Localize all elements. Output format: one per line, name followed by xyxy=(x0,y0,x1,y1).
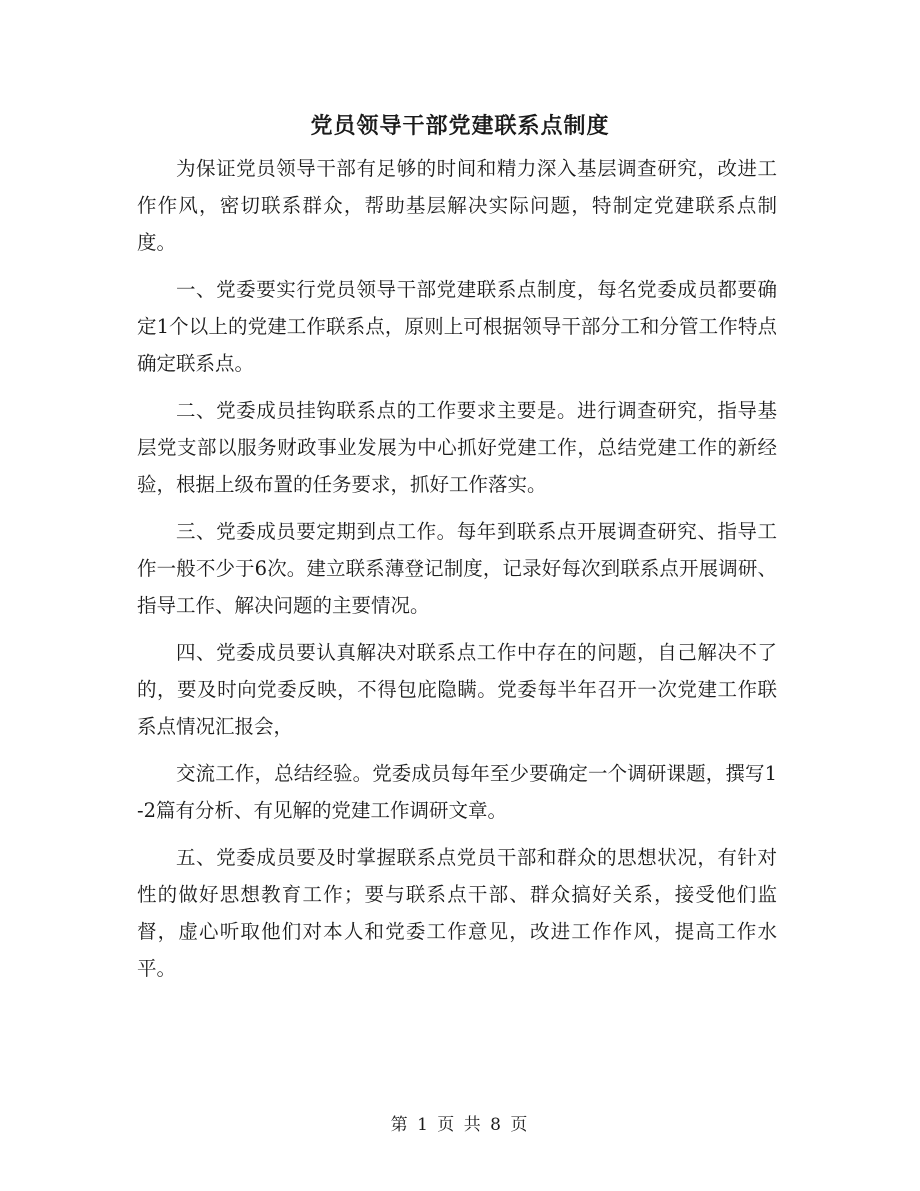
paragraph-item-3: 三、党委成员要定期到点工作。每年到联系点开展调查研究、指导工作一般不少于6次。建立联系薄登记制度，记录好每次到联系点开展调研、指导工作、解决问题的主要情况。 xyxy=(137,520,777,617)
page-label-mid: 页 共 xyxy=(437,1115,483,1135)
paragraph-item-1: 一、党委要实行党员领导干部党建联系点制度，每名党委成员都要确定1个以上的党建工作联系点，原则上可根据领导干部分工和分管工作特点确定联系点。 xyxy=(137,278,777,375)
paragraph-item-2: 二、党委成员挂钩联系点的工作要求主要是。进行调查研究，指导基层党支部以服务财政事业发展为中心抓好党建工作，总结党建工作的新经验，根据上级布置的任务要求，抓好工作落实。 xyxy=(137,399,777,496)
page-label-prefix: 第 xyxy=(390,1115,410,1135)
paragraph-intro: 为保证党员领导干部有足够的时间和精力深入基层调查研究，改进工作作风，密切联系群众，帮助基层解决实际问题，特制定党建联系点制度。 xyxy=(137,157,777,254)
page-number-footer xyxy=(0,1113,920,1137)
paragraph-item-5: 五、党委成员要及时掌握联系点党员干部和群众的思想状况，有针对性的做好思想教育工作；要与联系点干部、群众搞好关系，接受他们监督，虚心听取他们对本人和党委工作意见，改进工作作风，提高工作水平。 xyxy=(137,846,777,980)
page-label-suffix: 页 xyxy=(510,1115,530,1135)
current-page-number: 1 xyxy=(417,1115,430,1135)
paragraph-item-4-continued: 交流工作，总结经验。党委成员每年至少要确定一个调研课题，撰写1-2篇有分析、有见解的党建工作调研文章。 xyxy=(137,762,777,822)
document-title: 党员领导干部党建联系点制度 xyxy=(310,113,610,139)
paragraph-item-4: 四、党委成员要认真解决对联系点工作中存在的问题，自己解决不了的，要及时向党委反映，不得包庇隐瞒。党委每半年召开一次党建工作联系点情况汇报会， xyxy=(137,641,777,738)
document-body xyxy=(137,150,777,997)
total-pages-number: 8 xyxy=(490,1115,503,1135)
